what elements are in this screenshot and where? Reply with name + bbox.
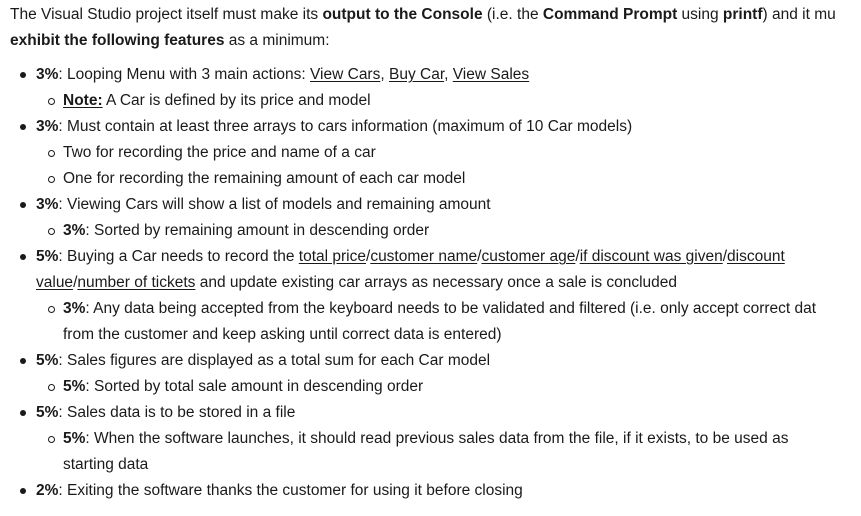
sub-list <box>36 88 861 114</box>
intro-bold-printf: printf <box>722 6 763 23</box>
sub-list-item <box>36 426 861 478</box>
sub-list-item <box>36 166 861 192</box>
sub-item-text: : Any data being accepted from the keyboard needs to be validated and filtered (i.e. only accept correct dat <box>85 300 817 317</box>
list-item <box>10 114 861 192</box>
intro-text: (i.e. the <box>482 6 543 23</box>
list-item <box>10 244 861 348</box>
sub-list-item <box>36 374 861 400</box>
requirements-list <box>10 62 861 504</box>
buy-car-link[interactable]: Buy Car <box>388 66 445 83</box>
sub-list <box>36 296 861 348</box>
sub-list <box>36 426 861 478</box>
view-cars-link[interactable]: View Cars <box>310 66 381 83</box>
sub-item-line-1 <box>63 426 861 452</box>
intro-paragraph <box>10 2 861 54</box>
intro-line-2 <box>10 28 861 54</box>
item-text: : Must contain at least three arrays to cars information (maximum of 10 Car models) <box>58 118 633 135</box>
discount-given-underline: if discount was given <box>579 248 723 265</box>
intro-line-1 <box>10 2 861 28</box>
item-text: : Buying a Car needs to record the <box>58 248 299 265</box>
number-of-tickets-underline: number of tickets <box>77 274 196 291</box>
list-item <box>10 62 861 114</box>
sub-list <box>36 218 861 244</box>
percent-label: 5% <box>63 430 86 447</box>
intro-text: ) and it mu <box>762 6 836 23</box>
sub-list-item <box>36 88 861 114</box>
sub-item-text: Two for recording the price and name of a car <box>63 144 376 161</box>
list-item <box>10 478 861 504</box>
percent-label: 5% <box>36 352 59 369</box>
item-text: : Sales figures are displayed as a total sum for each Car model <box>58 352 491 369</box>
percent-label: 5% <box>36 248 59 265</box>
separator: / <box>366 248 371 265</box>
item-text: and update existing car arrays as necessary once a sale is concluded <box>195 274 678 291</box>
sub-list-item <box>36 296 861 348</box>
discount-value-underline: discount <box>727 248 785 265</box>
discount-value-underline: value <box>36 274 74 291</box>
sub-list-item <box>36 140 861 166</box>
percent-label: 3% <box>36 66 59 83</box>
item-text: : Looping Menu with 3 main actions: <box>58 66 310 83</box>
percent-label: 5% <box>36 404 59 421</box>
percent-label: 3% <box>36 196 59 213</box>
percent-label: 2% <box>36 482 59 499</box>
separator: , <box>380 66 389 83</box>
item-text: : Exiting the software thanks the customer for using it before closing <box>58 482 523 499</box>
sub-list-item <box>36 218 861 244</box>
view-sales-link[interactable]: View Sales <box>452 66 530 83</box>
sub-item-text: : When the software launches, it should read previous sales data from the file, if it exists, to be used as <box>85 430 789 447</box>
customer-age-underline: customer age <box>481 248 576 265</box>
sub-item-text: : Sorted by total sale amount in descending order <box>85 378 424 395</box>
item-text: : Sales data is to be stored in a file <box>58 404 296 421</box>
separator: / <box>477 248 482 265</box>
sub-list <box>36 374 861 400</box>
item-text: : Viewing Cars will show a list of models and remaining amount <box>58 196 491 213</box>
percent-label: 3% <box>63 300 86 317</box>
sub-item-line-1 <box>63 296 861 322</box>
separator: , <box>444 66 453 83</box>
list-item <box>10 400 861 478</box>
intro-bold-features: exhibit the following features <box>10 32 225 49</box>
item-line-2 <box>36 270 861 296</box>
percent-label: 5% <box>63 378 86 395</box>
intro-text: The Visual Studio project itself must make its <box>10 6 323 23</box>
total-price-underline: total price <box>298 248 366 265</box>
sub-list <box>36 140 861 192</box>
intro-bold-console: output to the Console <box>322 6 483 23</box>
sub-item-line-2: from the customer and keep asking until correct data is entered) <box>63 326 502 343</box>
sub-item-line-2: starting data <box>63 456 149 473</box>
note-label: Note: <box>63 92 103 109</box>
intro-text: as a minimum: <box>224 32 330 49</box>
percent-label: 3% <box>36 118 59 135</box>
list-item <box>10 192 861 244</box>
separator: / <box>575 248 580 265</box>
sub-item-text: A Car is defined by its price and model <box>102 92 371 109</box>
sub-item-text: One for recording the remaining amount of each car model <box>63 170 466 187</box>
item-line-1 <box>36 244 861 270</box>
separator: / <box>722 248 728 265</box>
customer-name-underline: customer name <box>370 248 478 265</box>
intro-bold-command-prompt: Command Prompt <box>542 6 678 23</box>
percent-label: 3% <box>63 222 86 239</box>
intro-text: using <box>677 6 723 23</box>
separator: / <box>73 274 78 291</box>
list-item <box>10 348 861 400</box>
sub-item-text: : Sorted by remaining amount in descending order <box>85 222 430 239</box>
